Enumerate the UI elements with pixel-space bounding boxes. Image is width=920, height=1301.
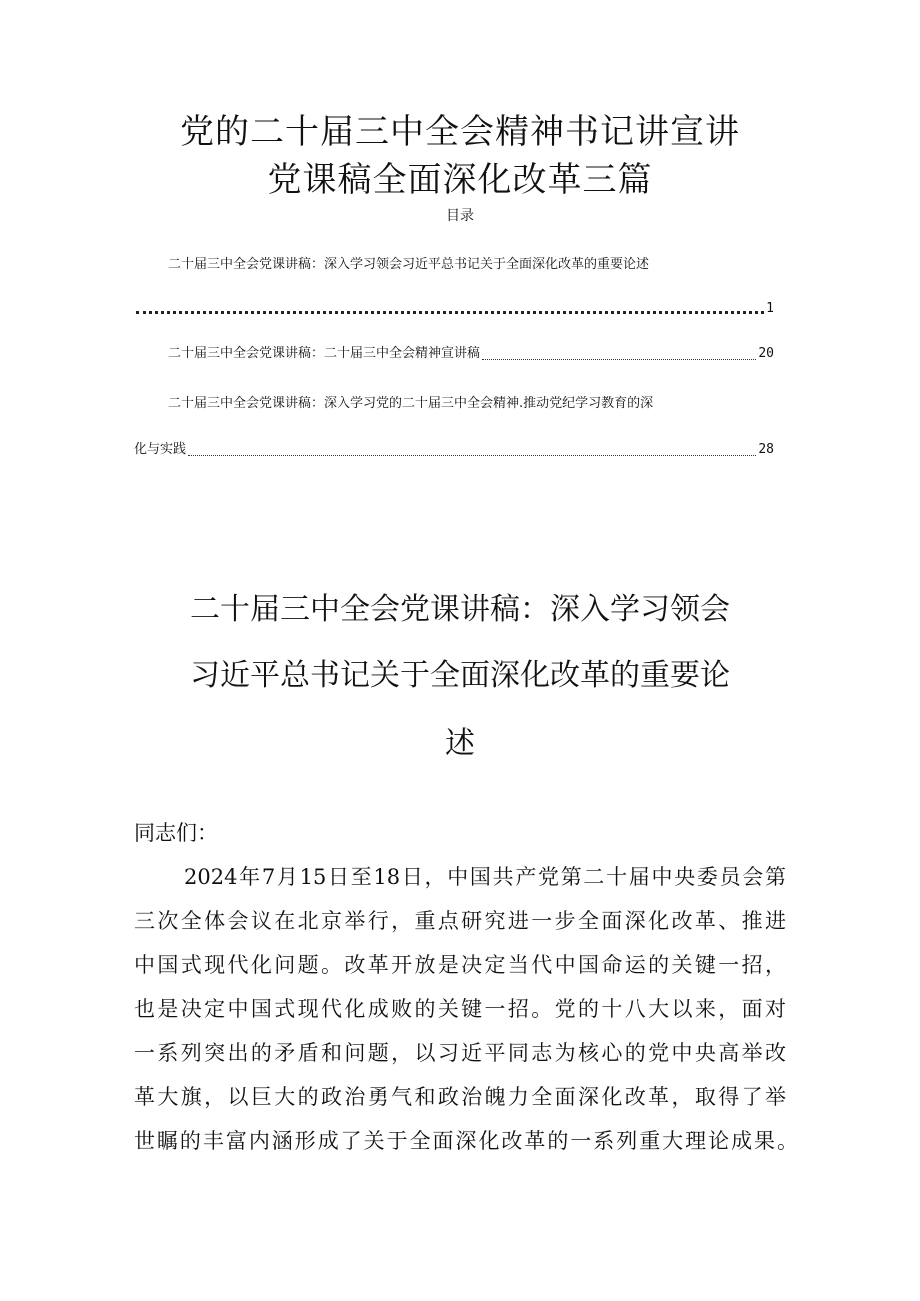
section-title-line-1: 二十届三中全会党课讲稿：深入学习领会 — [190, 592, 730, 627]
toc-entry-1-page: 1 — [766, 301, 774, 316]
paragraph-line-7: 世瞩的丰富内涵形成了关于全面深化改革的一系列重大理论成果。 — [134, 1129, 798, 1153]
toc-dot-leader — [136, 311, 764, 314]
document-title-line-1: 党的二十届三中全会精神书记讲宣讲 — [180, 112, 740, 152]
toc-heading: 目录 — [446, 208, 474, 224]
toc-entry-2-page: 20 — [758, 346, 774, 361]
toc-entry-3-text-continued: 化与实践 — [134, 442, 187, 457]
paragraph-line-6: 革大旗，以巨大的政治勇气和政治魄力全面深化改革，取得了举 — [134, 1085, 786, 1109]
toc-entry-3-page: 28 — [758, 442, 774, 457]
paragraph-line-4: 也是决定中国式现代化成败的关键一招。党的十八大以来，面对 — [134, 997, 786, 1021]
paragraph-line-1: 2024年7月15日至18日，中国共产党第二十届中央委员会第 — [184, 865, 786, 889]
toc-entry-1-leader[interactable] — [134, 300, 774, 318]
toc-dot-leader — [482, 359, 756, 360]
salutation: 同志们： — [134, 821, 218, 845]
paragraph-line-2: 三次全体会议在北京举行，重点研究进一步全面深化改革、推进 — [134, 909, 786, 933]
toc-entry-3-text[interactable]: 二十届三中全会党课讲稿：深入学习党的二十届三中全会精神.推动党纪学习教育的深 — [168, 396, 654, 411]
section-title-line-2: 习近平总书记关于全面深化改革的重要论 — [190, 658, 730, 693]
toc-entry-2-text: 二十届三中全会党课讲稿：二十届三中全会精神宣讲稿 — [168, 346, 481, 361]
toc-entry-3-continued[interactable] — [134, 441, 774, 459]
section-title-line-3: 述 — [445, 726, 475, 761]
toc-dot-leader — [188, 455, 756, 456]
toc-entry-2[interactable] — [168, 345, 774, 363]
paragraph-line-5: 一系列突出的矛盾和问题，以习近平同志为核心的党中央高举改 — [134, 1041, 786, 1065]
document-title-line-2: 党课稿全面深化改革三篇 — [267, 160, 653, 200]
paragraph-line-3: 中国式现代化问题。改革开放是决定当代中国命运的关键一招， — [134, 953, 786, 977]
toc-entry-1-text[interactable]: 二十届三中全会党课讲稿：深入学习领会习近平总书记关于全面深化改革的重要论述 — [168, 257, 650, 272]
